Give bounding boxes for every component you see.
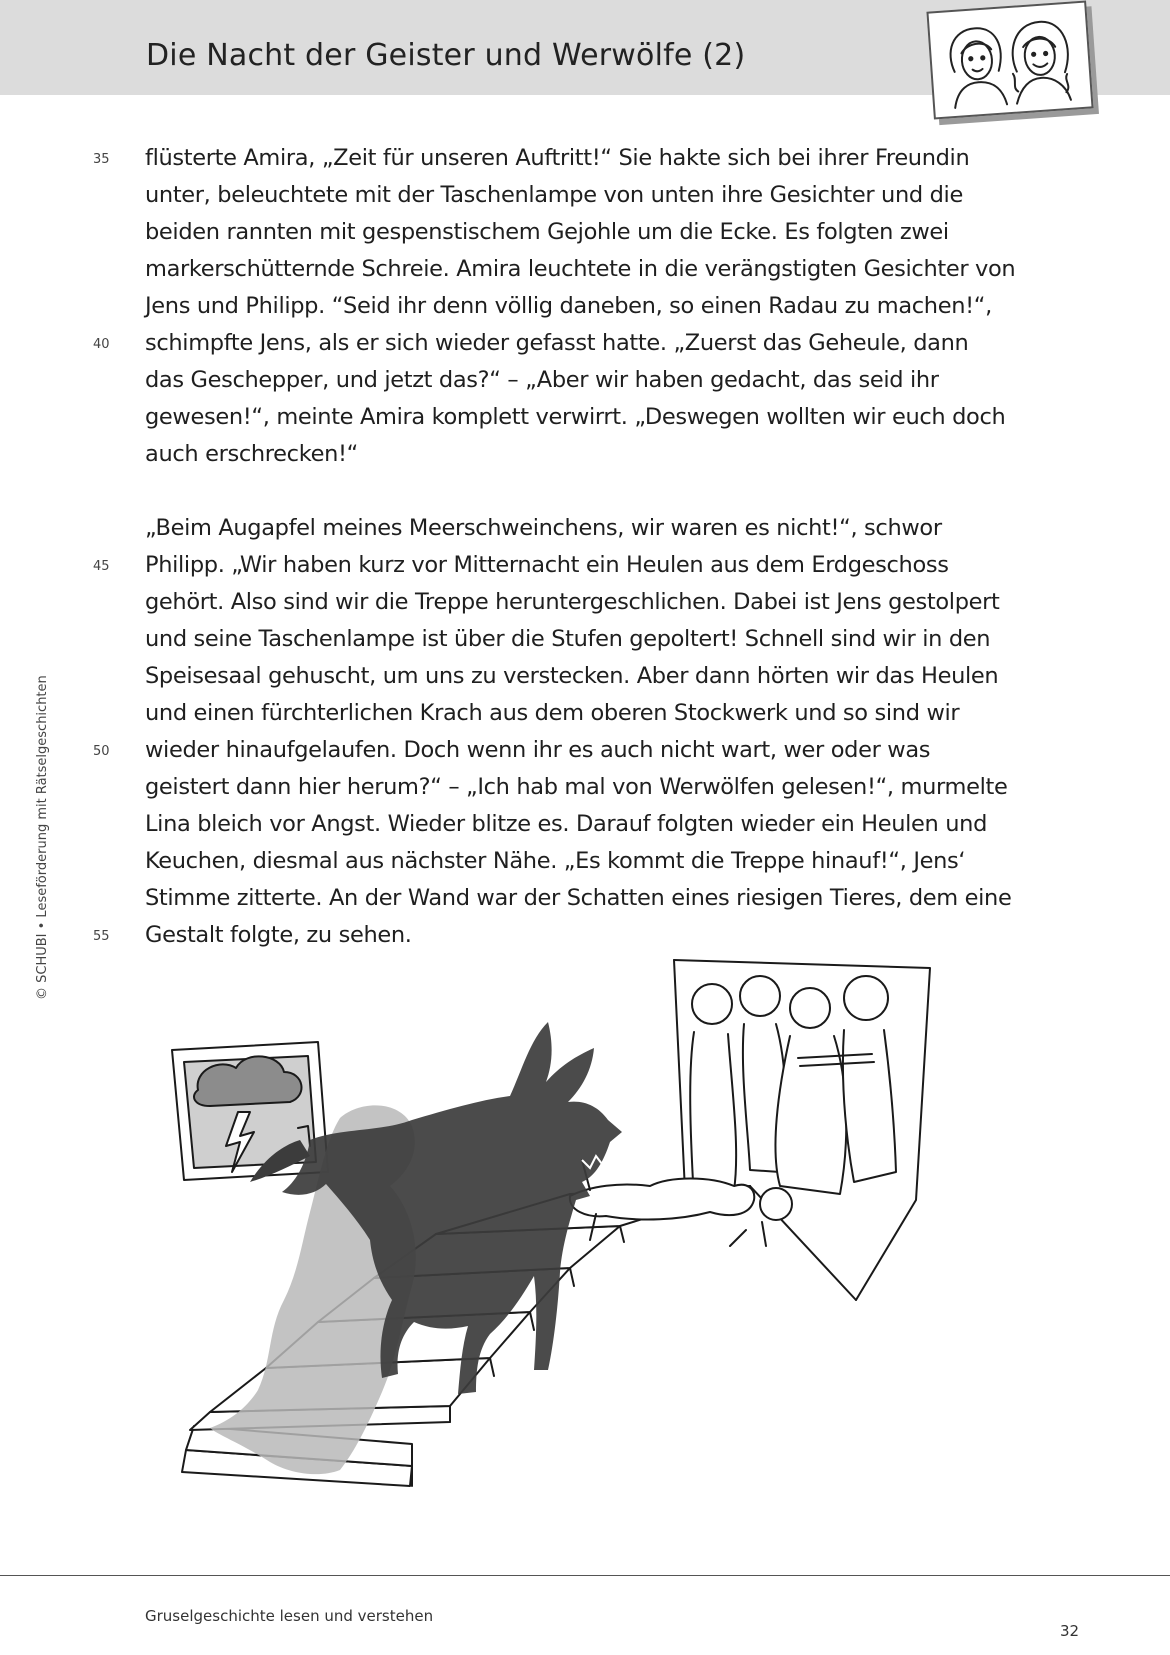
text-line <box>0 288 1170 325</box>
text-line <box>0 251 1170 288</box>
line-number: 50 <box>93 744 110 759</box>
line-text: und einen fürchterlichen Krach aus dem oberen Stockwerk und so sind wir <box>145 700 960 726</box>
text-line <box>0 880 1170 917</box>
line-text: flüsterte Amira, „Zeit für unseren Auftritt!“ Sie hakte sich bei ihrer Freundin <box>145 145 970 171</box>
text-line <box>0 732 1170 769</box>
line-number: 40 <box>93 337 110 352</box>
text-line <box>0 695 1170 732</box>
line-text: schimpfte Jens, als er sich wieder gefasst hatte. „Zuerst das Geheule, dann <box>145 330 969 356</box>
text-line <box>0 325 1170 362</box>
text-line <box>0 362 1170 399</box>
text-line <box>0 917 1170 954</box>
line-text: markerschütternde Schreie. Amira leuchtete in die verängstigten Gesichter von <box>145 256 1016 282</box>
line-text: gehört. Also sind wir die Treppe heruntergeschlichen. Dabei ist Jens gestolpert <box>145 589 1000 615</box>
text-line <box>0 214 1170 251</box>
line-text: geistert dann hier herum?“ – „Ich hab mal von Werwölfen gelesen!“, murmelte <box>145 774 1008 800</box>
line-text: Stimme zitterte. An der Wand war der Schatten eines riesigen Tieres, dem eine <box>145 885 1012 911</box>
line-text: auch erschrecken!“ <box>145 441 358 467</box>
line-text: Philipp. „Wir haben kurz vor Mitternacht ein Heulen aus dem Erdgeschoss <box>145 552 949 578</box>
werewolf-shadow-staircase-illustration <box>150 950 990 1520</box>
text-line <box>0 843 1170 880</box>
line-text: Speisesaal gehuscht, um uns zu verstecken. Aber dann hörten wir das Heulen <box>145 663 999 689</box>
line-text: Gestalt folgte, zu sehen. <box>145 922 412 948</box>
line-text: das Geschepper, und jetzt das?“ – „Aber wir haben gedacht, das seid ihr <box>145 367 939 393</box>
line-text: Keuchen, diesmal aus nächster Nähe. „Es kommt die Treppe hinauf!“, Jens‘ <box>145 848 966 874</box>
footer-divider <box>0 1575 1170 1576</box>
copyright-note: © SCHUBI • Leseförderung mit Rätselgeschichten <box>35 675 50 1000</box>
line-text: unter, beleuchtete mit der Taschenlampe von unten ihre Gesichter und die <box>145 182 963 208</box>
line-text: beiden rannten mit gespenstischem Gejohle um die Ecke. Es folgten zwei <box>145 219 949 245</box>
line-text: wieder hinaufgelaufen. Doch wenn ihr es auch nicht wart, wer oder was <box>145 737 931 763</box>
footer-caption: Gruselgeschichte lesen und verstehen <box>145 1607 434 1625</box>
text-line <box>0 621 1170 658</box>
line-number: 35 <box>93 152 110 167</box>
line-text: „Beim Augapfel meines Meerschweinchens, wir waren es nicht!“, schwor <box>145 515 942 541</box>
line-text: gewesen!“, meinte Amira komplett verwirrt. „Deswegen wollten wir euch doch <box>145 404 1006 430</box>
text-line <box>0 547 1170 584</box>
line-text: und seine Taschenlampe ist über die Stufen gepoltert! Schnell sind wir in den <box>145 626 991 652</box>
text-line <box>0 806 1170 843</box>
text-line <box>0 510 1170 547</box>
page-title: Die Nacht der Geister und Werwölfe (2) <box>146 38 746 73</box>
text-line <box>0 658 1170 695</box>
text-line <box>0 140 1170 177</box>
blank-line <box>0 473 1170 510</box>
text-line <box>0 177 1170 214</box>
line-number: 55 <box>93 929 110 944</box>
text-line <box>0 769 1170 806</box>
line-text: Jens und Philipp. “Seid ihr denn völlig daneben, so einen Radau zu machen!“, <box>145 293 992 319</box>
page-number: 32 <box>1060 1622 1080 1640</box>
text-line <box>0 399 1170 436</box>
text-line <box>0 436 1170 473</box>
two-girls-portrait-icon <box>926 1 1093 120</box>
text-line <box>0 584 1170 621</box>
line-text: Lina bleich vor Angst. Wieder blitze es. Darauf folgten wieder ein Heulen und <box>145 811 988 837</box>
line-number: 45 <box>93 559 110 574</box>
